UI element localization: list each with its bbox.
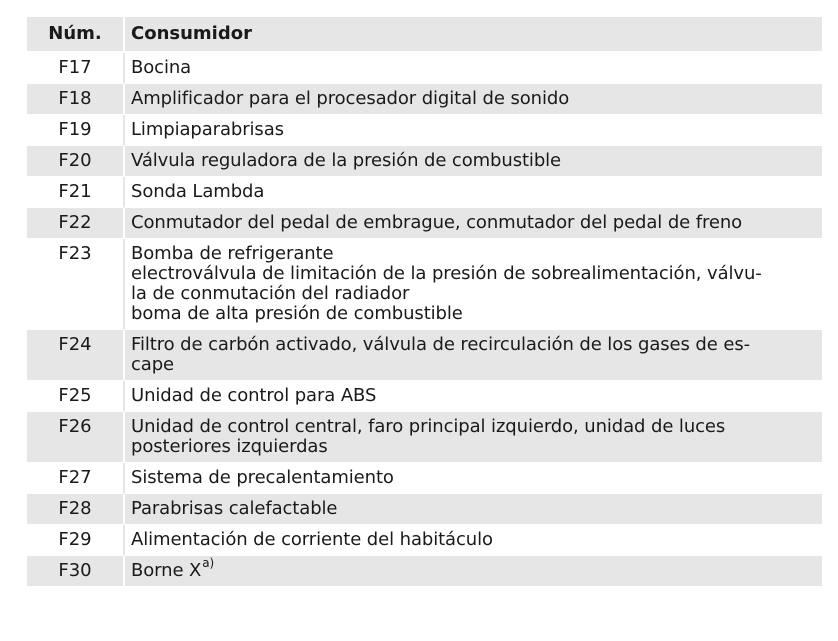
consumer-cell (125, 381, 822, 412)
fuse-number: F20 (27, 146, 125, 177)
consumer-cell (125, 463, 822, 494)
consumer-text: Unidad de control central, faro principal izquierdo, unidad de luces (131, 416, 726, 437)
consumer-text: Conmutador del pedal de embrague, conmutador del pedal de freno (131, 212, 743, 233)
consumer-text: Unidad de control para ABS (131, 385, 377, 406)
consumer-line (131, 304, 816, 324)
fuse-number: F19 (27, 115, 125, 146)
consumer-line (131, 437, 816, 457)
fuse-number: F18 (27, 84, 125, 115)
fuse-number: F23 (27, 239, 125, 330)
table-row (27, 525, 822, 556)
consumer-cell (125, 146, 822, 177)
consumer-text: Sistema de precalentamiento (131, 467, 394, 488)
consumer-text: Sonda Lambda (131, 181, 265, 202)
table-row (27, 239, 822, 330)
table-row (27, 494, 822, 525)
consumer-text: Amplificador para el procesador digital de sonido (131, 88, 570, 109)
table-row (27, 381, 822, 412)
header-consumer: Consumidor (125, 17, 822, 53)
table-body (27, 53, 822, 587)
consumer-line (131, 213, 816, 233)
table-row (27, 146, 822, 177)
table-row (27, 208, 822, 239)
consumer-text: posteriores izquierdas (131, 436, 328, 457)
fuse-table (27, 17, 822, 587)
consumer-line (131, 530, 816, 550)
consumer-cell (125, 208, 822, 239)
consumer-line (131, 468, 816, 488)
consumer-text: Parabrisas calefactable (131, 498, 338, 519)
consumer-line (131, 89, 816, 109)
consumer-line (131, 556, 816, 581)
consumer-line (131, 264, 816, 284)
fuse-number: F29 (27, 525, 125, 556)
table-row (27, 463, 822, 494)
consumer-text: electroválvula de limitación de la presión de sobrealimentación, válvu- (131, 263, 762, 284)
table-row (27, 412, 822, 463)
table-row (27, 177, 822, 208)
fuse-number: F28 (27, 494, 125, 525)
consumer-line (131, 182, 816, 202)
consumer-line (131, 386, 816, 406)
consumer-text: Bocina (131, 57, 192, 78)
consumer-text: Limpiaparabrisas (131, 119, 284, 140)
consumer-text: Bomba de refrigerante (131, 243, 334, 264)
table-row (27, 53, 822, 84)
header-num: Núm. (27, 17, 125, 53)
fuse-number: F24 (27, 330, 125, 381)
consumer-line (131, 120, 816, 140)
consumer-cell (125, 53, 822, 84)
consumer-cell (125, 525, 822, 556)
consumer-line (131, 58, 816, 78)
consumer-line (131, 151, 816, 171)
consumer-line (131, 417, 816, 437)
consumer-cell (125, 330, 822, 381)
fuse-number: F26 (27, 412, 125, 463)
consumer-cell (125, 115, 822, 146)
table-row (27, 330, 822, 381)
consumer-line (131, 499, 816, 519)
table-row (27, 84, 822, 115)
header-row (27, 17, 822, 53)
consumer-cell (125, 494, 822, 525)
consumer-cell (125, 412, 822, 463)
consumer-text: Válvula reguladora de la presión de combustible (131, 150, 562, 171)
fuse-number: F25 (27, 381, 125, 412)
consumer-cell (125, 556, 822, 587)
consumer-line (131, 284, 816, 304)
fuse-number: F30 (27, 556, 125, 587)
fuse-number: F27 (27, 463, 125, 494)
consumer-text: Filtro de carbón activado, válvula de recirculación de los gases de es- (131, 334, 750, 355)
consumer-text: Alimentación de corriente del habitáculo (131, 529, 493, 550)
table-row (27, 556, 822, 587)
table-row (27, 115, 822, 146)
fuse-number: F21 (27, 177, 125, 208)
consumer-cell (125, 239, 822, 330)
consumer-text: Borne X (131, 560, 202, 581)
consumer-text: la de conmutación del radiador (131, 283, 410, 304)
consumer-cell (125, 177, 822, 208)
fuse-number: F22 (27, 208, 125, 239)
consumer-line (131, 355, 816, 375)
consumer-text: cape (131, 354, 175, 375)
consumer-text: boma de alta presión de combustible (131, 303, 463, 324)
consumer-line (131, 335, 816, 355)
fuse-number: F17 (27, 53, 125, 84)
consumer-cell (125, 84, 822, 115)
footnote-marker: a) (202, 556, 215, 570)
consumer-line (131, 244, 816, 264)
